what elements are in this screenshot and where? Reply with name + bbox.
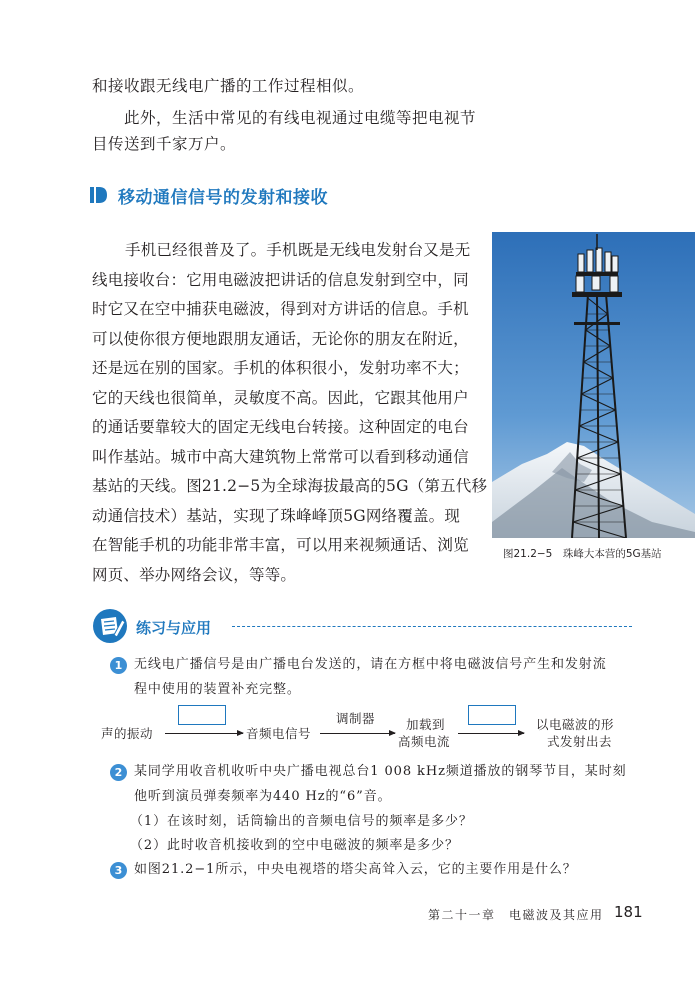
- answer-box-1[interactable]: [178, 705, 226, 725]
- paragraph-line: 的通话要靠较大的固定无线电台转接。这种固定的电台: [92, 418, 469, 436]
- flow-load-line-1: 加载到: [406, 717, 446, 732]
- tower-photo: [492, 232, 695, 538]
- flow-modulator-label: 调制器: [336, 711, 376, 726]
- flow-source-label: 声的振动: [101, 726, 154, 741]
- question-2-sub-1: （1）在该时刻，话筒输出的音频电信号的频率是多少？: [130, 814, 473, 829]
- paragraph-line: 手机已经很普及了。手机既是无线电发射台又是无: [125, 241, 471, 259]
- question-2-sub-2: （2）此时收音机接收到的空中电磁波的频率是多少？: [130, 838, 459, 853]
- paragraph-line: 它的天线也很简单，灵敏度不高。因此，它跟其他用户: [92, 388, 469, 407]
- paragraph-line: 基站的天线。图21.2−5为全球海拔最高的5G（第五代移: [92, 477, 488, 495]
- exercise-heading: [92, 608, 642, 644]
- section-heading: [90, 183, 328, 207]
- flow-arrow: [458, 733, 524, 734]
- paragraph-line: 叫作基站。城市中高大建筑物上常常可以看到移动通信: [92, 447, 469, 466]
- answer-box-2[interactable]: [468, 705, 516, 725]
- flow-load-line-2: 高频电流: [398, 734, 451, 749]
- heading-dashed-rule: [232, 626, 632, 627]
- flow-audio-label: 音频电信号: [246, 726, 312, 741]
- flow-arrow: [165, 733, 243, 734]
- exercise-title: 练习与应用: [136, 619, 212, 637]
- intro-line-1: 和接收跟无线电广播的工作过程相似。: [92, 77, 365, 95]
- question-1-line-2: 程中使用的装置补充完整。: [134, 682, 301, 697]
- section-marker-icon: [90, 186, 108, 204]
- question-3-line-1: 如图21.2−1所示，中央电视塔的塔尖高耸入云，它的主要作用是什么？: [134, 862, 577, 877]
- paragraph-line: 时它又在空中捕获电磁波，得到对方讲话的信息。手机: [92, 300, 469, 318]
- question-number-2: 2: [110, 764, 127, 781]
- paragraph-line: 在智能手机的功能非常丰富，可以用来视频通话、浏览: [92, 536, 469, 554]
- body-paragraph: [92, 236, 492, 590]
- intro-line-3: 目传送到千家万户。: [92, 135, 237, 153]
- paragraph-line: 线电接收台：它用电磁波把讲话的信息发射到空中，同: [92, 270, 469, 289]
- intro-line-2: 此外，生活中常见的有线电视通过电缆等把电视节: [124, 109, 477, 127]
- section-title: 移动通信信号的发射和接收: [118, 187, 328, 208]
- question-number-3: 3: [110, 862, 127, 879]
- tower-illustration: [492, 232, 695, 538]
- paragraph-line: 可以使你很方便地跟朋友通话，无论你的朋友在附近，: [92, 329, 469, 348]
- question-2-line-2: 他听到演员弹奏频率为440 Hz的“6”音。: [134, 789, 392, 804]
- question-1-line-1: 无线电广播信号是由广播电台发送的，请在方框中将电磁波信号产生和发射流: [134, 657, 607, 672]
- question-number-1: 1: [110, 657, 127, 674]
- flow-output-line-2: 式发射出去: [547, 734, 613, 749]
- paragraph-line: 网页、举办网络会议，等等。: [92, 565, 297, 584]
- pencil-notebook-icon: [92, 608, 128, 644]
- flow-output-line-1: 以电磁波的形: [536, 717, 615, 732]
- paragraph-line: 动通信技术）基站，实现了珠峰峰顶5G网络覆盖。现: [92, 506, 461, 525]
- figure-caption: 图21.2−5 珠峰大本营的5G基站: [503, 548, 662, 560]
- paragraph-line: 还是远在别的国家。手机的体积很小，发射功率不大；: [92, 359, 469, 377]
- page-number: 181: [614, 903, 643, 921]
- flow-arrow: [320, 733, 395, 734]
- chapter-footer: 第二十一章 电磁波及其应用: [428, 908, 604, 922]
- question-2-line-1: 某同学用收音机收听中央广播电视总台1 008 kHz频道播放的钢琴节目，某时刻: [134, 764, 627, 779]
